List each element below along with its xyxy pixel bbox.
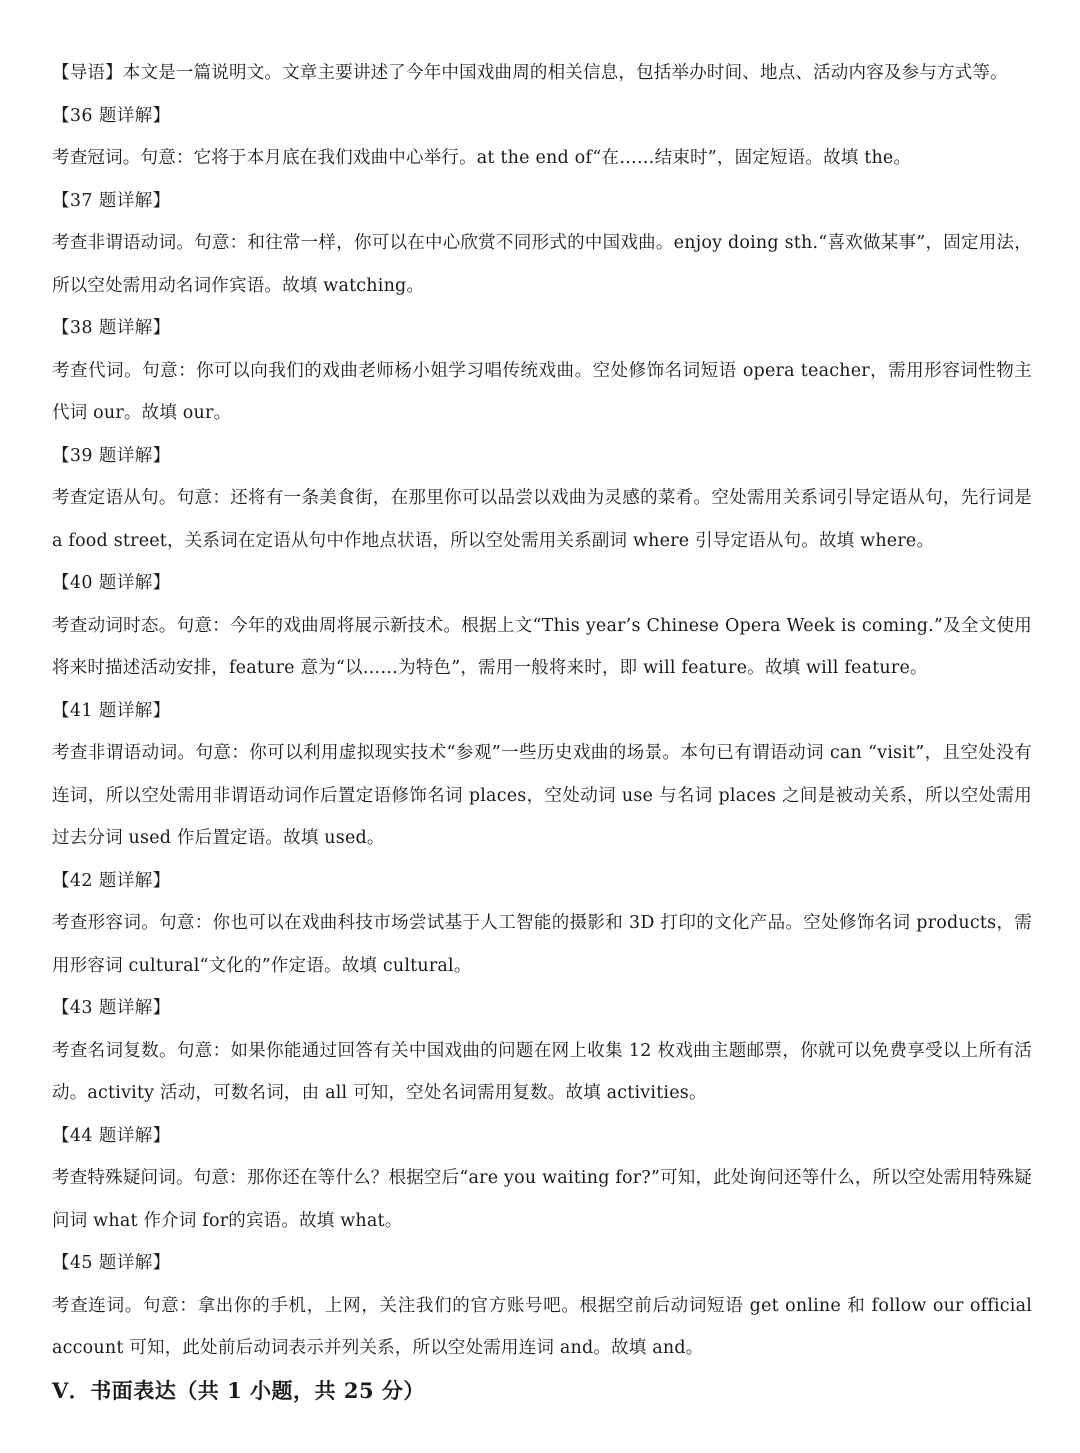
document-page: [52, 52, 1032, 1412]
item-heading-36: 【36 题详解】: [52, 105, 171, 126]
item-text-45: 考查连词。句意：拿出你的手机，上网，关注我们的官方账号吧。根据空前后动词短语 get online 和 follow our official account 可知，此处前后动词表示并列关系，所以空处需用连词 and。故填 and。: [52, 1295, 1032, 1358]
item-heading-37: 【37 题详解】: [52, 190, 171, 211]
item-heading-38: 【38 题详解】: [52, 318, 171, 338]
item-heading-39: 【39 题详解】: [52, 445, 171, 466]
item-text-37: 考查非谓语动词。句意：和往常一样，你可以在中心欣赏不同形式的中国戏曲。enjoy doing sth.“喜欢做某事”，固定用法，所以空处需用动名词作宾语。故填 watching。: [52, 233, 1032, 296]
item-heading-44: 【44 题详解】: [52, 1125, 171, 1146]
item-heading-40: 【40 题详解】: [52, 573, 171, 593]
item-heading-45: 【45 题详解】: [52, 1253, 171, 1273]
item-text-42: 考查形容词。句意：你也可以在戏曲科技市场尝试基于人工智能的摄影和 3D 打印的文化产品。空处修饰名词 products，需用形容词 cultural“文化的”作定语。故填 cultural。: [52, 913, 1032, 976]
item-text-40: 考查动词时态。句意：今年的戏曲周将展示新技术。根据上文“This year’s Chinese Opera Week is coming.”及全文使用将来时描述活动安排，feature 意为“以……为特色”，需用一般将来时，即 will feature。故填 will feature。: [52, 615, 1032, 678]
intro-paragraph: 【导语】本文是一篇说明文。文章主要讲述了今年中国戏曲周的相关信息，包括举办时间、地点、活动内容及参与方式等。: [52, 63, 1008, 83]
section-title: V．书面表达（共 1 小题，共 25 分）: [52, 1377, 425, 1403]
item-text-39: 考查定语从句。句意：还将有一条美食街，在那里你可以品尝以戏曲为灵感的菜肴。空处需用关系词引导定语从句，先行词是 a food street，关系词在定语从句中作地点状语，所以空处需用关系副词 where 引导定语从句。故填 where。: [52, 488, 1032, 551]
item-text-43: 考查名词复数。句意：如果你能通过回答有关中国戏曲的问题在网上收集 12 枚戏曲主题邮票，你就可以免费享受以上所有活动。activity 活动，可数名词，由 all 可知，空处名词需用复数。故填 activities。: [52, 1040, 1032, 1103]
item-text-38: 考查代词。句意：你可以向我们的戏曲老师杨小姐学习唱传统戏曲。空处修饰名词短语 opera teacher，需用形容词性物主代词 our。故填 our。: [52, 360, 1032, 423]
item-heading-41: 【41 题详解】: [52, 700, 171, 721]
item-heading-43: 【43 题详解】: [52, 998, 171, 1018]
item-text-44: 考查特殊疑问词。句意：那你还在等什么？根据空后“are you waiting for?”可知，此处询问还等什么，所以空处需用特殊疑问词 what 作介词 for的宾语。故填 what。: [52, 1168, 1032, 1231]
item-heading-42: 【42 题详解】: [52, 870, 171, 891]
item-text-41: 考查非谓语动词。句意：你可以利用虚拟现实技术“参观”一些历史戏曲的场景。本句已有谓语动词 can “visit”，且空处没有连词，所以空处需用非谓语动词作后置定语修饰名词 places，空处动词 use 与名词 places 之间是被动关系，所以空处需用过去分词 used 作后置定语。故填 used。: [52, 743, 1032, 848]
item-text-36: 考查冠词。句意：它将于本月底在我们戏曲中心举行。at the end of“在……结束时”，固定短语。故填 the。: [52, 148, 912, 168]
